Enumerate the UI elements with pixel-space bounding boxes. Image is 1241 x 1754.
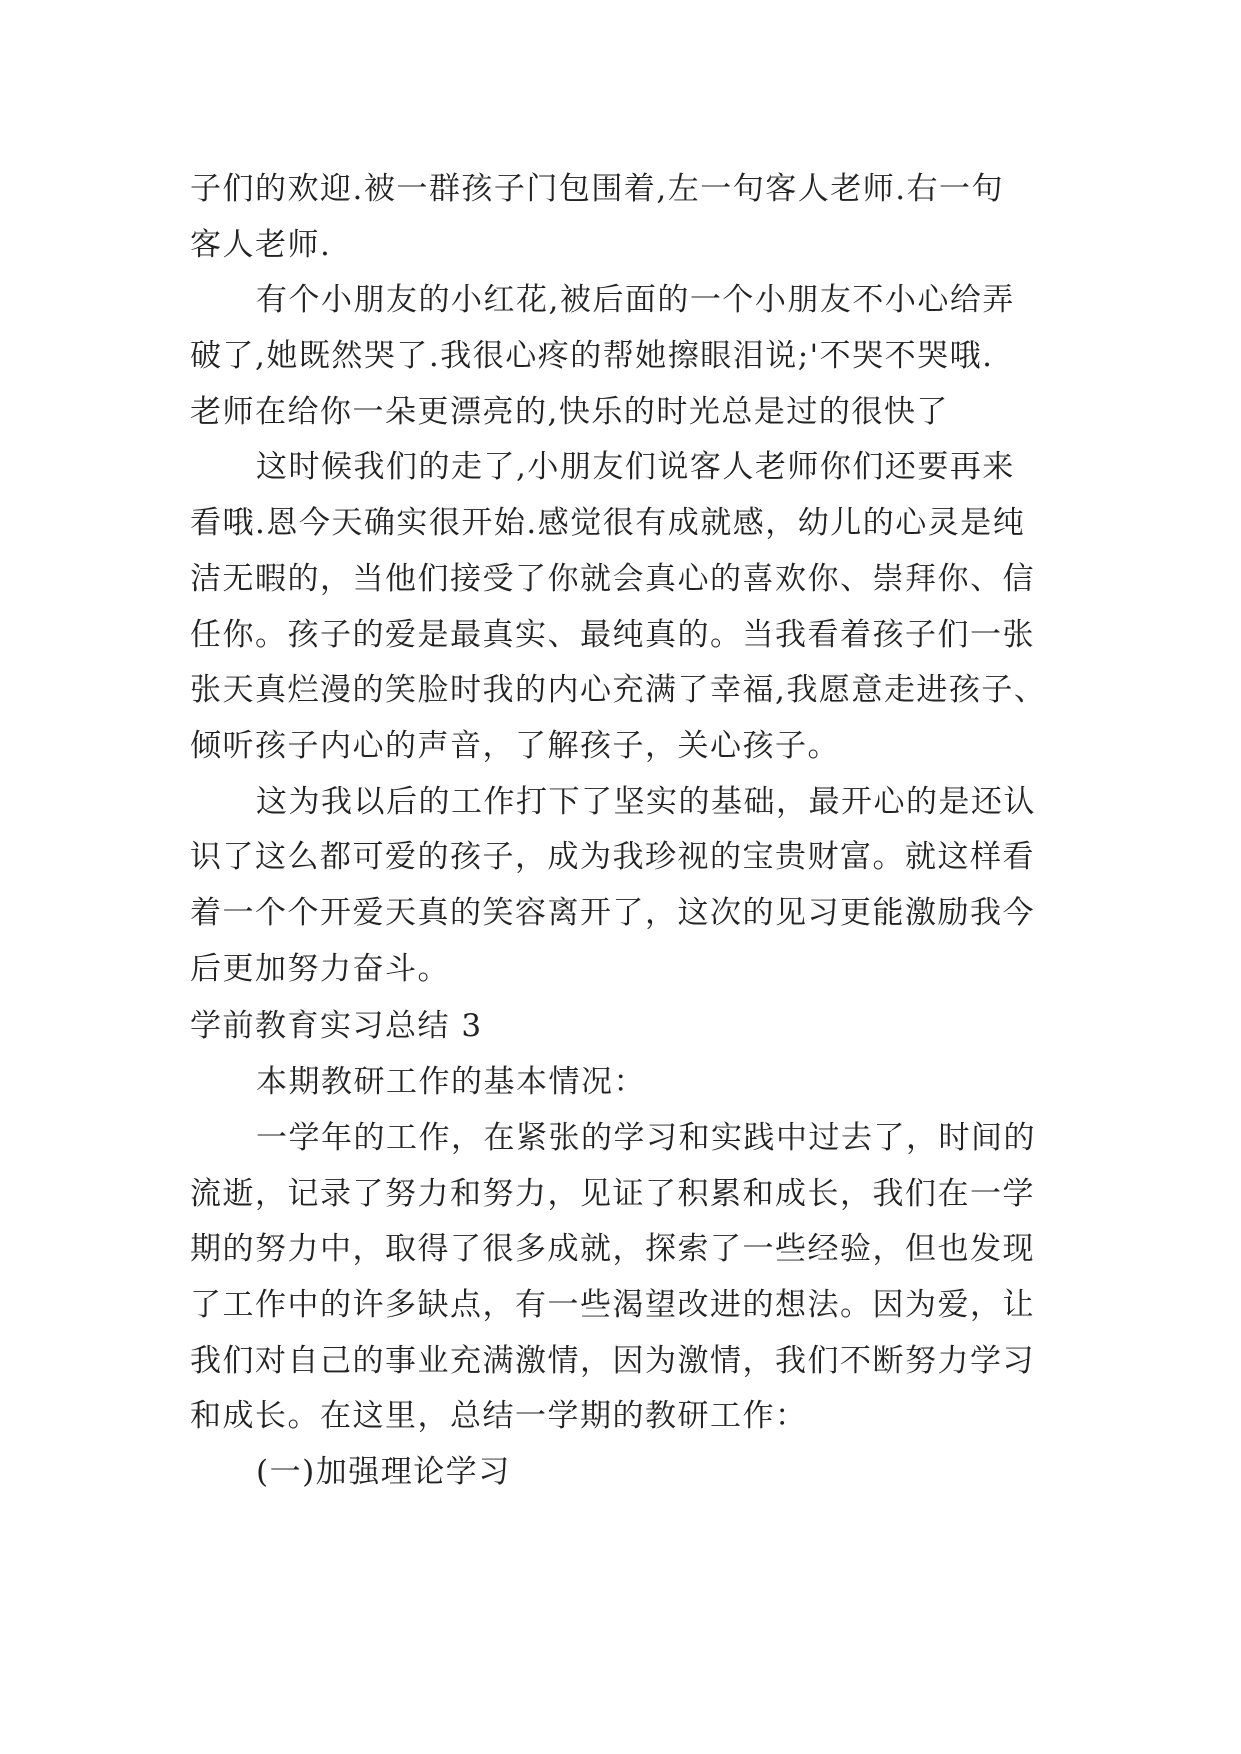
text-line: 这为我以后的工作打下了坚实的基础，最开心的是还认: [256, 783, 1036, 820]
text-line: 了工作中的许多缺点，有一些渴望改进的想法。因为爱，让: [190, 1287, 1035, 1324]
text-line: 子们的欢迎.被一群孩子门包围着,左一句客人老师.右一句: [190, 171, 1005, 207]
text-line: 洁无暇的，当他们接受了你就会真心的喜欢你、崇拜你、信: [190, 560, 1035, 597]
text-line: 任你。孩子的爱是最真实、最纯真的。当我看着孩子们一张: [190, 616, 1035, 653]
text-line: 老师在给你一朵更漂亮的,快乐的时光总是过的很快了: [190, 393, 949, 430]
subsection-heading: (一)加强理论学习: [256, 1454, 511, 1491]
text-line: 这时候我们的走了,小朋友们说客人老师你们还要再来: [256, 449, 1015, 486]
document-body: [190, 162, 1052, 1501]
text-line: 着一个个开爱天真的笑容离开了，这次的见习更能激励我今: [190, 894, 1035, 931]
section-heading: 学前教育实习总结 3: [190, 1008, 483, 1045]
text-line: 倾听孩子内心的声音，了解孩子，关心孩子。: [190, 727, 840, 764]
text-line: 识了这么都可爱的孩子，成为我珍视的宝贵财富。就这样看: [190, 839, 1035, 876]
text-line: 期的努力中，取得了很多成就，探索了一些经验，但也发现: [190, 1231, 1035, 1268]
text-line: 一学年的工作，在紧张的学习和实践中过去了，时间的: [256, 1120, 1036, 1156]
text-line: 和成长。在这里，总结一学期的教研工作：: [190, 1398, 808, 1435]
text-line: 张天真烂漫的笑脸时我的内心充满了幸福,我愿意走进孩子、: [190, 672, 1047, 709]
text-line: 破了,她既然哭了.我很心疼的帮她擦眼泪说;'不哭不哭哦.: [190, 338, 994, 375]
text-line: 客人老师.: [190, 226, 332, 263]
text-line: 有个小朋友的小红花,被后面的一个小朋友不小心给弄: [256, 282, 1015, 319]
text-line: 后更加努力奋斗。: [190, 950, 450, 987]
text-line: 我们对自己的事业充满激情，因为激情，我们不断努力学习: [190, 1342, 1035, 1379]
text-line: 看哦.恩今天确实很开始.感觉很有成就感，幼儿的心灵是纯: [190, 505, 1026, 542]
text-line: 流逝，记录了努力和努力，见证了积累和成长，我们在一学: [190, 1175, 1035, 1212]
text-line: 本期教研工作的基本情况：: [256, 1064, 646, 1101]
